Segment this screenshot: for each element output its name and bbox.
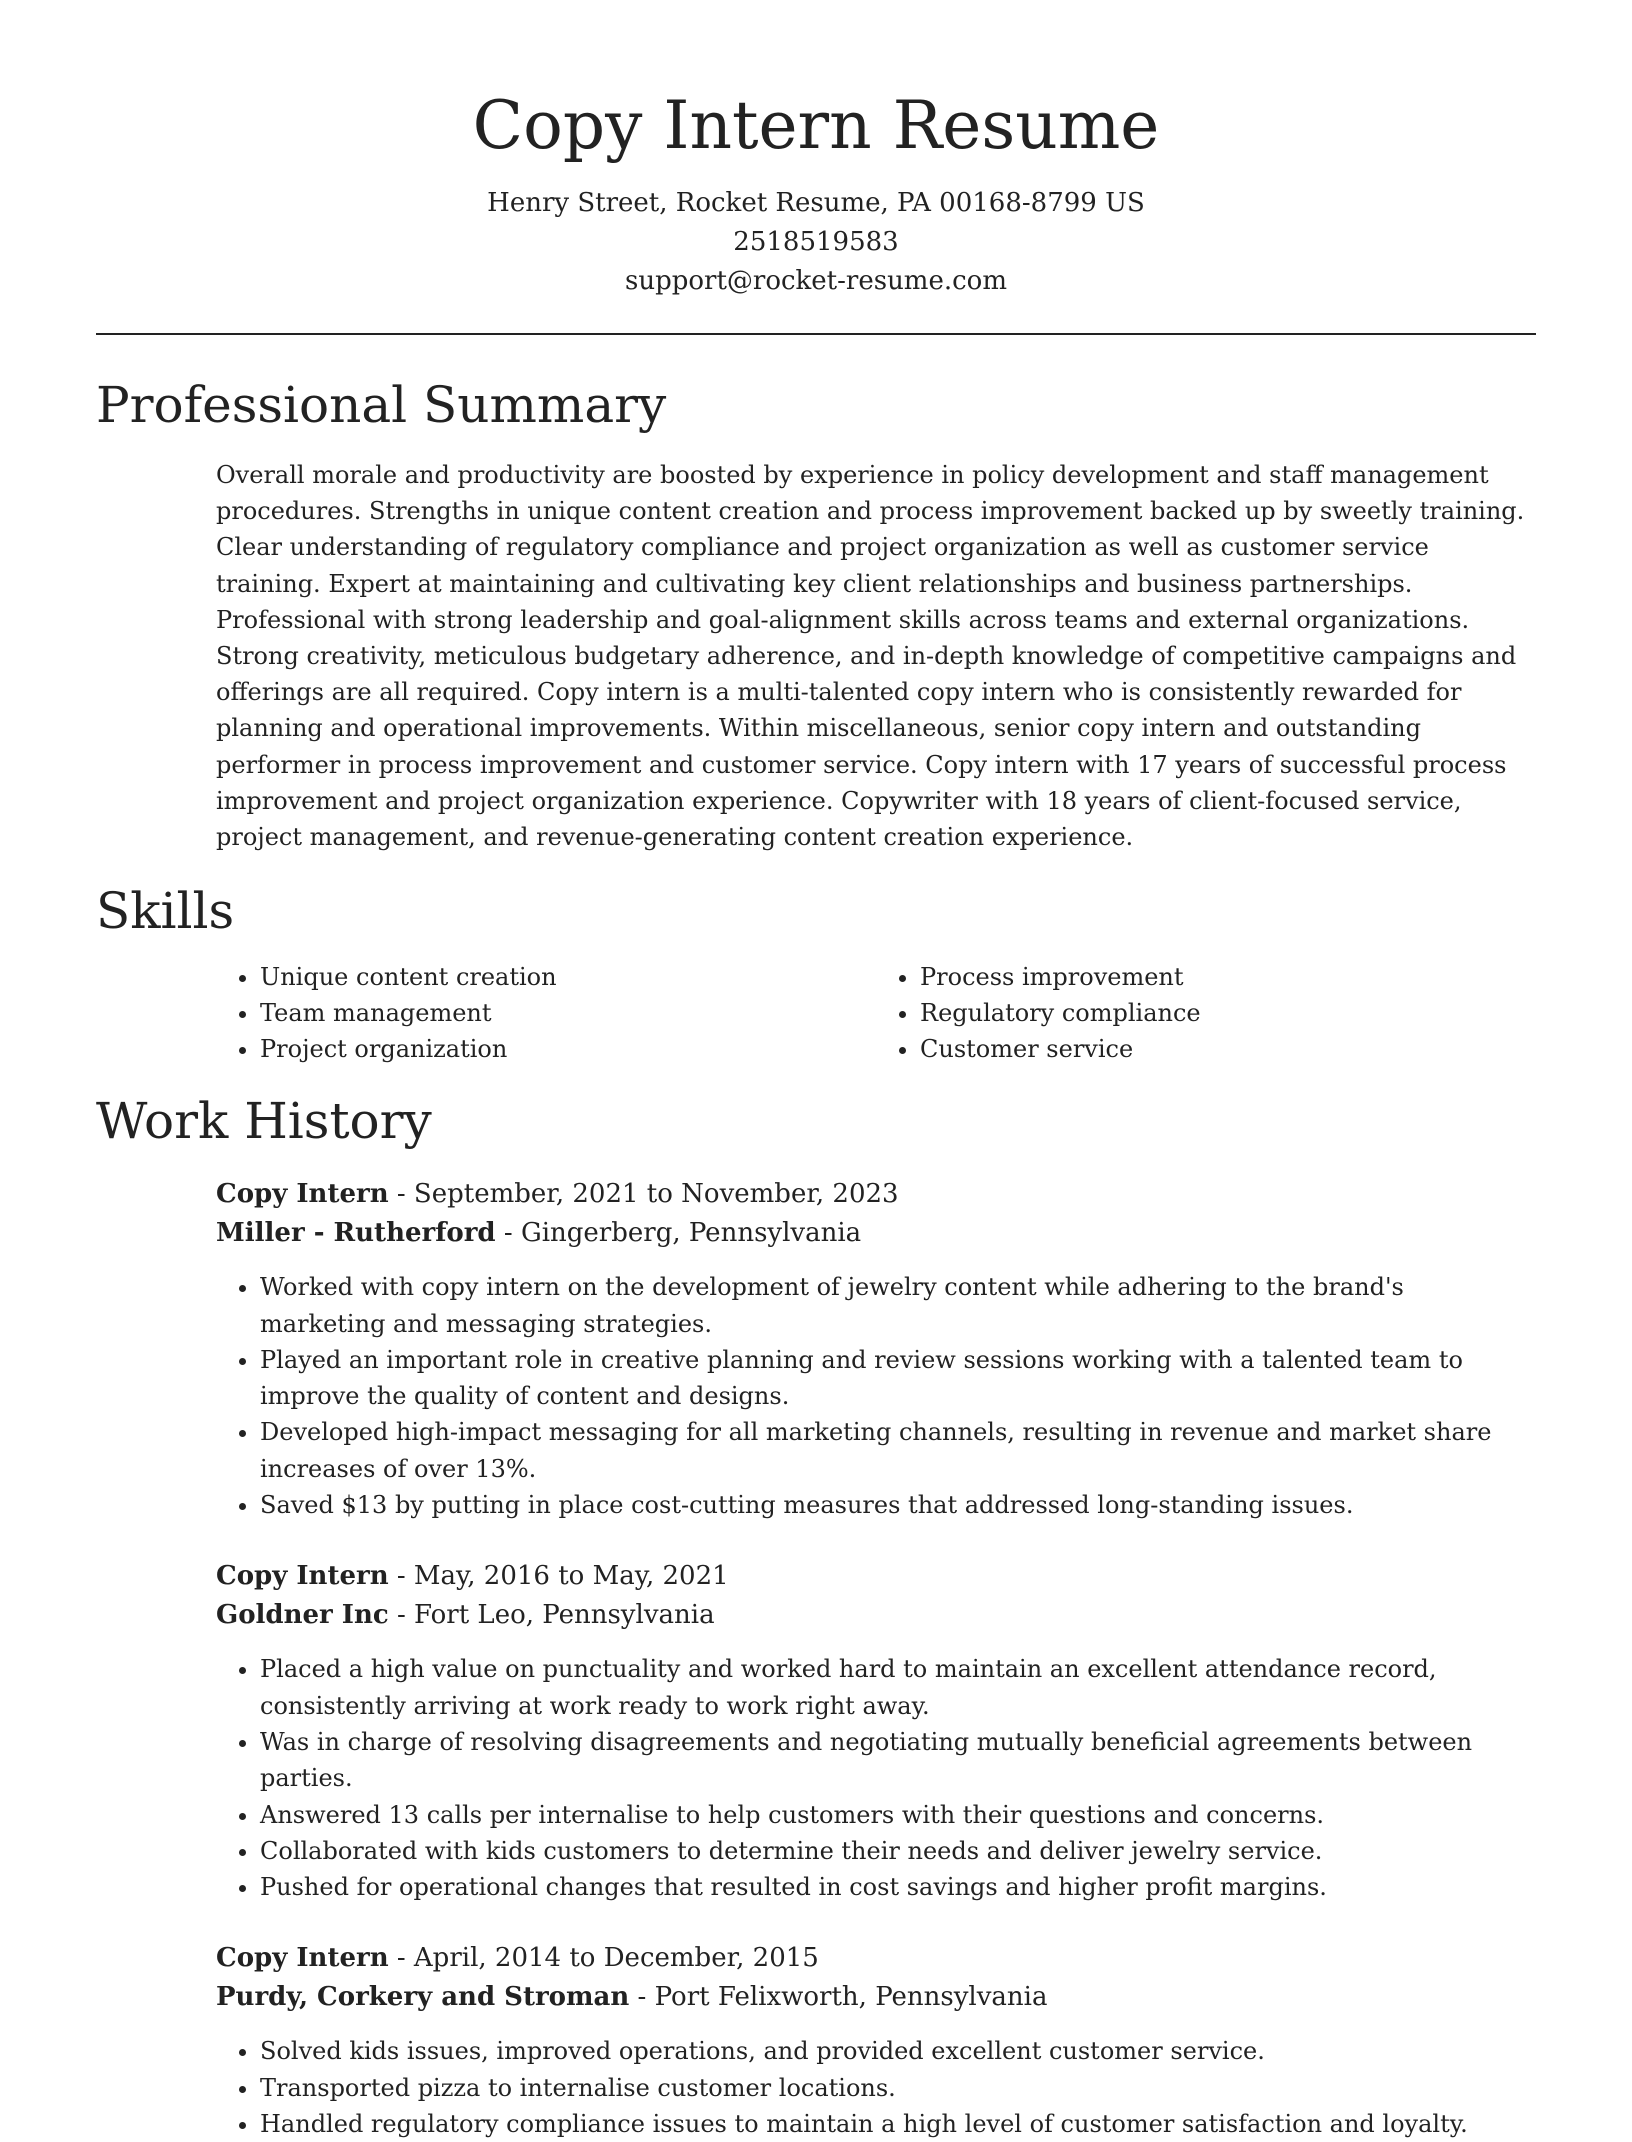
job-title-line (216, 1557, 1536, 1596)
job-bullet: • Developed high-impact messaging for all marketing channels, resulting in revenue and market share increases of over 13%. (260, 1414, 1536, 1487)
job-company-line (216, 1214, 1536, 1253)
job-bullet: • Pushed for operational changes that resulted in cost savings and higher profit margins. (260, 1869, 1536, 1905)
job-role: Copy Intern (216, 1561, 389, 1592)
job-entry (216, 1175, 1536, 1523)
job-title-line (216, 1175, 1536, 1214)
skill-item: • Regulatory compliance (920, 995, 1536, 1031)
contact-block (0, 184, 1632, 301)
job-bullets (216, 2033, 1536, 2142)
job-location: - Gingerberg, Pennsylvania (495, 1218, 862, 1249)
skills-heading: Skills (96, 882, 235, 941)
job-company: Purdy, Corkery and Stroman (216, 1982, 630, 2013)
skill-item: • Process improvement (920, 959, 1536, 995)
job-bullets (216, 1651, 1536, 1905)
job-bullet: • Solved kids issues, improved operations, and provided excellent customer service. (260, 2033, 1536, 2069)
phone: 2518519583 (733, 227, 899, 257)
email: support@rocket-resume.com (624, 266, 1007, 296)
job-title-line (216, 1939, 1536, 1978)
skills-list (216, 959, 1536, 1067)
job-role: Copy Intern (216, 1179, 389, 1210)
job-company: Miller - Rutherford (216, 1218, 496, 1249)
work-history-heading: Work History (96, 1092, 432, 1151)
skills-column-left (216, 959, 876, 1067)
summary-text: Overall morale and productivity are boosted by experience in policy development and staff management procedures. Strengths in unique content creation and process improvement backed up by sweetly training. Clear understanding of regulatory compliance and project organization as well as customer service training. Expert at maintaining and cultivating key client relationships and business partnerships. Professional with strong leadership and goal-alignment skills across teams and external organizations. Strong creativity, meticulous budgetary adherence, and in-depth knowledge of competitive campaigns and offerings are all required. Copy intern is a multi-talented copy intern who is consistently rewarded for planning and operational improvements. Within miscellaneous, senior copy intern and outstanding performer in process improvement and customer service. Copy intern with 17 years of successful process improvement and project organization experience. Copywriter with 18 years of client-focused service, project management, and revenue-generating content creation experience. (216, 461, 1525, 852)
job-entry (216, 1939, 1536, 2142)
skill-item: • Customer service (920, 1031, 1536, 1067)
job-bullet: • Saved $13 by putting in place cost-cutting measures that addressed long-standing issues. (260, 1487, 1536, 1523)
job-dates: - April, 2014 to December, 2015 (388, 1943, 819, 1974)
job-bullet: • Collaborated with kids customers to determine their needs and deliver jewelry service. (260, 1833, 1536, 1869)
skill-item: • Project organization (260, 1031, 876, 1067)
job-location: - Port Felixworth, Pennsylvania (629, 1982, 1048, 2013)
job-entry (216, 1557, 1536, 1905)
job-bullet: • Played an important role in creative planning and review sessions working with a talented team to improve the quality of content and designs. (260, 1342, 1536, 1415)
skill-item: • Unique content creation (260, 959, 876, 995)
job-role: Copy Intern (216, 1943, 389, 1974)
address: Henry Street, Rocket Resume, PA 00168-8799 US (487, 188, 1145, 218)
resume-title: Copy Intern Resume (472, 87, 1160, 164)
job-bullet: • Answered 13 calls per internalise to help customers with their questions and concerns. (260, 1797, 1536, 1833)
job-bullet: • Placed a high value on punctuality and worked hard to maintain an excellent attendance record, consistently arriving at work ready to work right away. (260, 1651, 1536, 1724)
skills-column-right (876, 959, 1536, 1067)
job-location: - Fort Leo, Pennsylvania (388, 1600, 715, 1631)
resume-header (0, 0, 1632, 301)
job-dates: - May, 2016 to May, 2021 (388, 1561, 729, 1592)
job-company-line (216, 1596, 1536, 1635)
summary-heading: Professional Summary (96, 376, 667, 434)
job-bullet: • Transported pizza to internalise customer locations. (260, 2070, 1536, 2106)
header-divider (96, 333, 1536, 335)
job-company: Goldner Inc (216, 1600, 389, 1631)
job-bullet: • Was in charge of resolving disagreements and negotiating mutually beneficial agreements between parties. (260, 1724, 1536, 1797)
job-bullet: • Handled regulatory compliance issues to maintain a high level of customer satisfaction and loyalty. (260, 2106, 1536, 2142)
skill-item: • Team management (260, 995, 876, 1031)
job-bullets (216, 1269, 1536, 1523)
job-bullet: • Worked with copy intern on the development of jewelry content while adhering to the brand's marketing and messaging strategies. (260, 1269, 1536, 1342)
job-company-line (216, 1978, 1536, 2017)
job-dates: - September, 2021 to November, 2023 (388, 1179, 899, 1210)
